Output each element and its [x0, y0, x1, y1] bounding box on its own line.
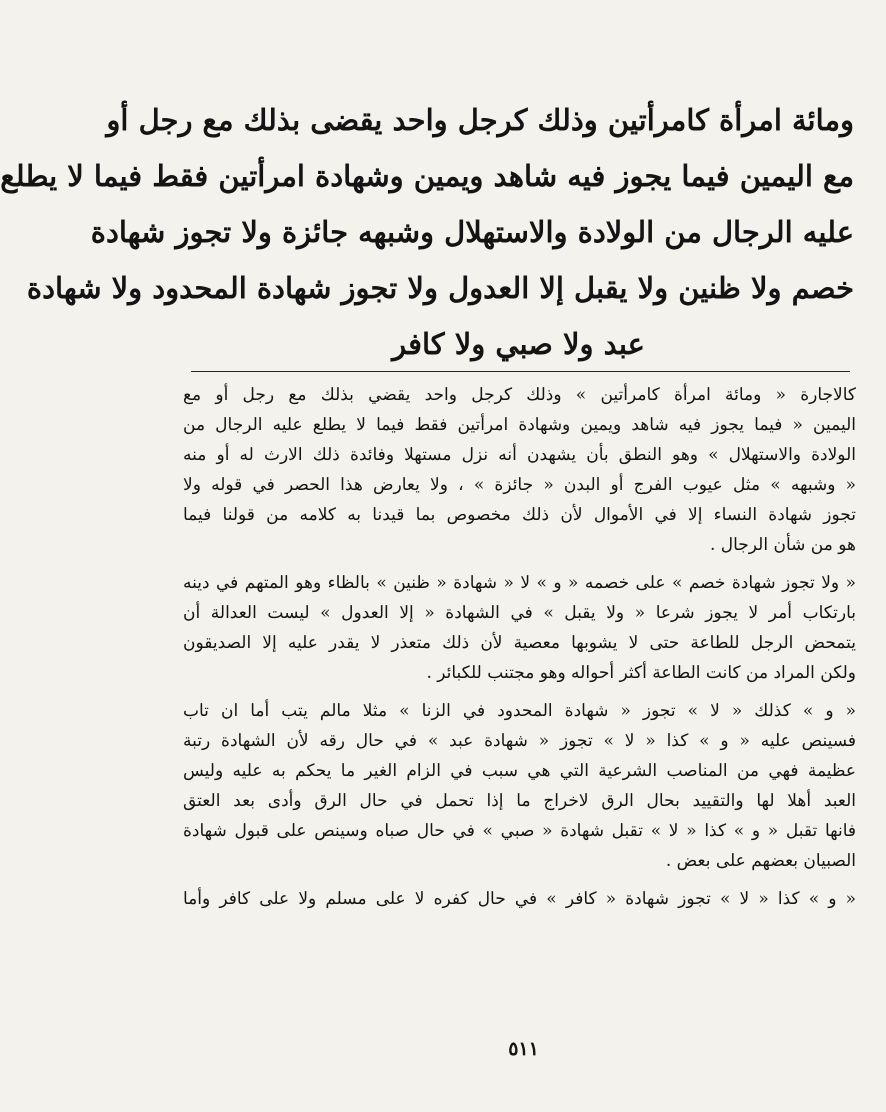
commentary-line: ولكن المراد من كانت الطاعة أكثر أحواله وهو مجتنب للكبائر .: [426, 663, 856, 683]
matn-text-block: [0, 92, 854, 372]
commentary-line: « و » كذا « لا » تجوز شهادة « كافر » في حال كفره لا على مسلم ولا على كافر وأما: [183, 889, 856, 909]
matn-line: خصم ولا ظنين ولا يقبل إلا العدول ولا تجوز شهادة المحدود ولا شهادة: [26, 271, 854, 305]
commentary-line: بارتكاب أمر لا يجوز شرعا « ولا يقبل » في الشهادة « إلا العدول » ليست العدالة أن: [183, 603, 856, 623]
commentary-paragraph: [183, 380, 856, 560]
matn-line: عبد ولا صبي ولا كافر: [392, 327, 645, 361]
commentary-line: الصبيان بعضهم على بعض .: [665, 851, 856, 871]
commentary-line: هو من شأن الرجال .: [709, 535, 856, 555]
matn-line: ومائة امرأة كامرأتين وذلك كرجل واحد يقضى بذلك مع رجل أو: [106, 103, 854, 137]
commentary-line: « ولا تجوز شهادة خصم » على خصمه « و » لا « شهادة « ظنين » بالظاء وهو المتهم في دينه: [183, 573, 856, 593]
commentary-line: فسينص عليه « و » كذا « لا » تجوز « شهادة عبد » في حال رقه لأن الشهادة رتبة: [183, 731, 856, 751]
commentary-line: فانها تقبل « و » كذا « لا » تقبل شهادة « صبي » في حال صباه وسينص على قبول شهادة: [183, 821, 856, 841]
separator-rule: [191, 371, 850, 372]
matn-line: عليه الرجال من الولادة والاستهلال وشبهه جائزة ولا تجوز شهادة: [90, 215, 854, 249]
matn-line: مع اليمين فيما يجوز فيه شاهد ويمين وشهادة امرأتين فقط فيما لا يطلع: [0, 159, 854, 193]
commentary-paragraph: [183, 696, 856, 876]
commentary-line: الولادة والاستهلال » وهو النطق بأن يشهدن أنه نزل مستهلا وفائدة ذلك الارث له أو منه: [183, 445, 856, 465]
page-number: ٥١١: [508, 1038, 539, 1060]
commentary-line: العبد أهلا لها والتقييد بحال الرق لاخراج ما إذا تحمل في حال الرق وأدى بعد العتق: [183, 791, 856, 811]
commentary-paragraph: [183, 884, 856, 914]
commentary-line: اليمين « فيما يجوز فيه شاهد ويمين وشهادة امرأتين فقط فيما لا يطلع عليه الرجال من: [183, 415, 856, 435]
commentary-paragraph: [183, 568, 856, 688]
commentary-line: كالاجارة « ومائة امرأة كامرأتين » وذلك كرجل واحد يقضي بذلك مع رجل أو مع: [183, 385, 856, 405]
commentary-line: يتمحض الرجل للطاعة حتى لا يشوبها معصية لأن ذلك متعذر لا يقدر عليه إلا الصديقون: [183, 633, 856, 653]
commentary-line: تجوز شهادة النساء إلا في الأموال لأن ذلك مخصوص بما قيدنا به كلامه من قولنا فيما: [183, 505, 856, 525]
commentary-line: « و » كذلك « لا » تجوز « شهادة المحدود في الزنا » مثلا مالم يتب أما ان تاب: [183, 701, 856, 721]
commentary-line: عظيمة فهي من المناصب الشرعية التي هي سبب في الزام الغير ما يحكم به عليه وليس: [183, 761, 856, 781]
commentary-text-block: [183, 380, 856, 922]
commentary-line: « وشبهه » مثل عيوب الفرج أو البدن « جائزة » ، ولا يعارض هذا الحصر في قوله ولا: [183, 475, 856, 495]
